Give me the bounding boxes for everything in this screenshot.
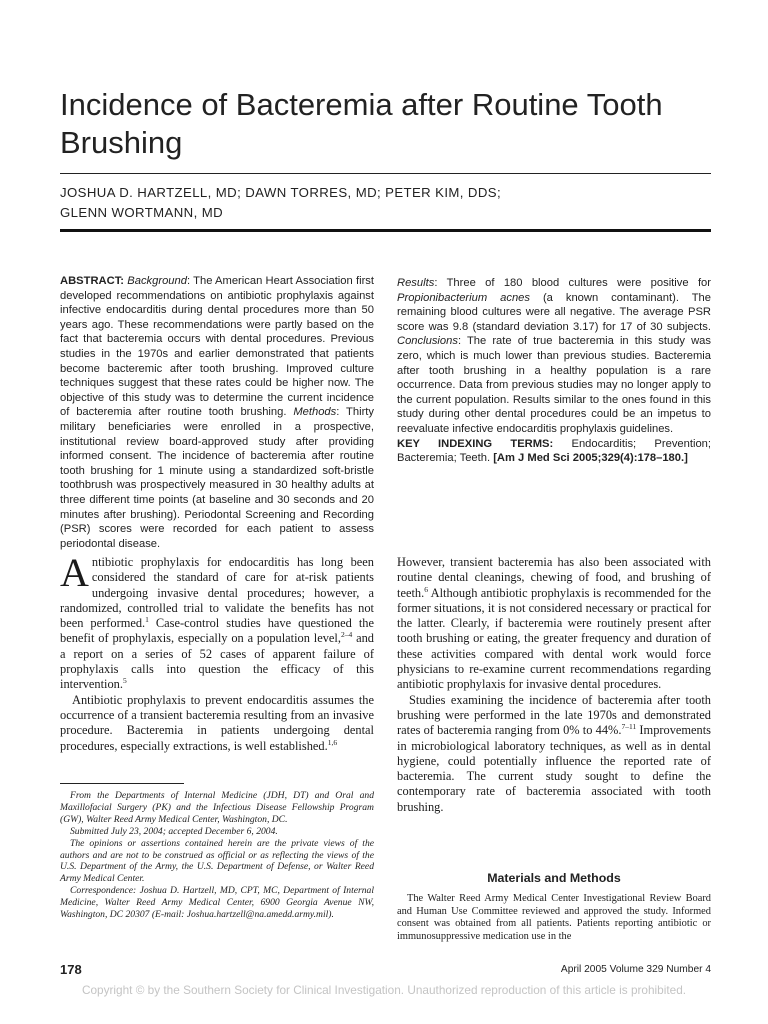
footnote-affiliations: From the Departments of Internal Medicine (JDH, DT) and Oral and Maxillofacial Surgery (PK) and the Infectious Disease Fellowship Program (GW), Walter Reed Army Medical Center, Washington, DC. xyxy=(60,790,374,825)
methods-paragraph: The Walter Reed Army Medical Center Investigational Review Board and Human Use Committee reviewed and approved the study. Informed consent was obtained from all patients. Patients reporting antibiotic or immunosuppressive medication use in the xyxy=(397,893,711,942)
body-paragraph-2-continued xyxy=(397,555,711,693)
page-number: 178 xyxy=(60,962,82,977)
section-heading-methods: Materials and Methods xyxy=(487,871,621,885)
abstract-background-label: Background xyxy=(127,275,187,287)
methods-section xyxy=(397,893,711,943)
abstract-label: ABSTRACT: xyxy=(60,275,125,287)
body-right-column xyxy=(397,555,711,815)
reference-marker: 1,6 xyxy=(327,737,338,747)
body-paragraph-2 xyxy=(60,693,374,754)
abstract-results-text-a: : Three of 180 blood cultures were positive for xyxy=(434,277,711,289)
body-text: Although antibiotic prophylaxis is recommended for the former situations, it is not considered necessary or practical for the latter. Clearly, if bacteremia were routinely present after tooth brushing or eating, the greater frequency and duration of these activities compared with dental work would force physicians to re-examine current recommendations regarding antibiotic prophylaxis for invasive dental procedures. xyxy=(397,585,711,692)
footnote-correspondence: Correspondence: Joshua D. Hartzell, MD, CPT, MC, Department of Internal Medicine, Walter Reed Army Medical Center, 6900 Georgia Avenue NW, Washington, DC 20307 (E-mail: Joshua.hartzell@na.amedd.army.mil). xyxy=(60,885,374,921)
abstract-conclusions-label: Conclusions xyxy=(397,335,458,348)
body-left-column xyxy=(60,550,374,754)
abstract-results-label: Results xyxy=(397,277,435,289)
body-text: and a report on a series of 52 cases of apparent failure of prophylaxis calls into question the efficacy of this intervention. xyxy=(60,631,374,692)
body-text: Antibiotic prophylaxis to prevent endocarditis assumes the occurrence of a transient bacteremia resulting from an invasive procedure. Bacteremia in patients undergoing dental procedures, especially extractions, is well established. xyxy=(60,692,374,753)
abstract-methods-label: Methods xyxy=(293,406,337,419)
body-paragraph-1 xyxy=(60,550,374,693)
body-text: Improvements in microbiological laboratory techniques, as well as in dental hygiene, could potentially influence the reported rate of bacteremia. The current study sought to define the contemporary rate of bacteremia associated with tooth brushing. xyxy=(397,723,712,814)
body-text: Case-control studies have questioned the benefit of prophylaxis, especially on a population level, xyxy=(60,616,374,646)
body-paragraph-3 xyxy=(397,693,711,815)
drop-cap: A xyxy=(60,550,89,595)
citation: [Am J Med Sci 2005;329(4):178–180.] xyxy=(493,452,688,465)
abstract-right-column xyxy=(397,276,711,466)
authors-line-2: GLENN WORTMANN, MD xyxy=(60,205,224,220)
article-title: Incidence of Bacteremia after Routine Tooth Brushing xyxy=(60,87,663,160)
title-divider xyxy=(60,173,711,174)
copyright-notice: Copyright © by the Southern Society for Clinical Investigation. Unauthorized reproduction of this article is prohibited. xyxy=(81,983,687,997)
reference-marker: 1 xyxy=(145,615,149,625)
abstract-left-column xyxy=(60,274,374,551)
reference-marker: 6 xyxy=(424,584,428,594)
reference-marker: 5 xyxy=(122,676,127,686)
abstract-conclusions-text: : The rate of true bacteremia in this study was zero, which is much lower than previous studies. Bacteremia after tooth brushing in a healthy population is a rare occurrence. Data from previous studies may no longer apply to the current population. Results similar to the ones found in this study during other dental procedures could be an impetus to reevaluate infective endocarditis prophylaxis guidelines. xyxy=(397,335,711,435)
keywords-text: Endocarditis; Prevention; Bacteremia; Teeth. xyxy=(397,437,711,465)
keywords-label: KEY INDEXING TERMS: xyxy=(397,437,554,450)
issue-info: April 2005 Volume 329 Number 4 xyxy=(560,964,711,975)
abstract-organism: Propionibacterium acnes xyxy=(397,291,530,304)
footnote-disclaimer: The opinions or assertions contained herein are the private views of the authors and are not to be construed as official or as reflecting the views of the U.S. Department of the Army, the U.S. Department of Defense, or Walter Reed Army Medical Center. xyxy=(60,837,374,885)
reference-marker: 2–4 xyxy=(340,630,353,640)
footnotes xyxy=(60,790,374,921)
author-list xyxy=(60,183,710,223)
body-text: ntibiotic prophylaxis for endocarditis has long been considered the standard of care for at-risk patients undergoing invasive dental procedures; however, a randomized, controlled trial to validate the benefits has not been performed. xyxy=(60,555,374,631)
header-divider xyxy=(60,229,711,232)
reference-marker: 7–11 xyxy=(621,722,637,732)
body-text: Studies examining the incidence of bacteremia after tooth brushing were performed in the late 1970s and demonstrated rates of bacteremia ranging from 0% to 44%. xyxy=(397,692,711,738)
body-text: However, transient bacteremia has also been associated with routine dental cleanings, chewing of food, and brushing of teeth. xyxy=(397,555,711,600)
footnote-divider xyxy=(60,783,184,784)
authors-line-1: JOSHUA D. HARTZELL, MD; DAWN TORRES, MD; PETER KIM, DDS; xyxy=(60,185,502,200)
abstract-results-text-b: (a known contaminant). The remaining blood cultures were all negative. The average PSR score was 9.8 (standard deviation 3.17) for 17 of 30 subjects. xyxy=(397,291,711,333)
abstract-methods-text: : Thirty military beneficiaries were enrolled in a prospective, institutional review board-approved study after providing informed consent. The incidence of bacteremia after routine tooth brushing for 1 minute using a standardized soft-bristle toothbrush was prospectively measured in 30 healthy adults at three different time points (at baseline and 30 seconds and 20 minutes after brushing). Periodontal Screening and Recording (PSR) scores were recorded for each patient to assess periodontal disease. xyxy=(60,406,375,550)
abstract-background-text: : The American Heart Association first developed recommendations on antibiotic prophylaxis against infective endocarditis during dental procedures more than 50 years ago. These recommendations were partly based on the fact that bacteremia occurs with dental procedures. Previous studies in the 1970s and earlier demonstrated that patients become bacteremic after tooth brushing. Improved culture techniques suggest that these rates could be higher now. The objective of this study was to determine the current incidence of bacteremia after routine tooth brushing. xyxy=(60,275,374,419)
footnote-dates: Submitted July 23, 2004; accepted December 6, 2004. xyxy=(70,825,278,837)
